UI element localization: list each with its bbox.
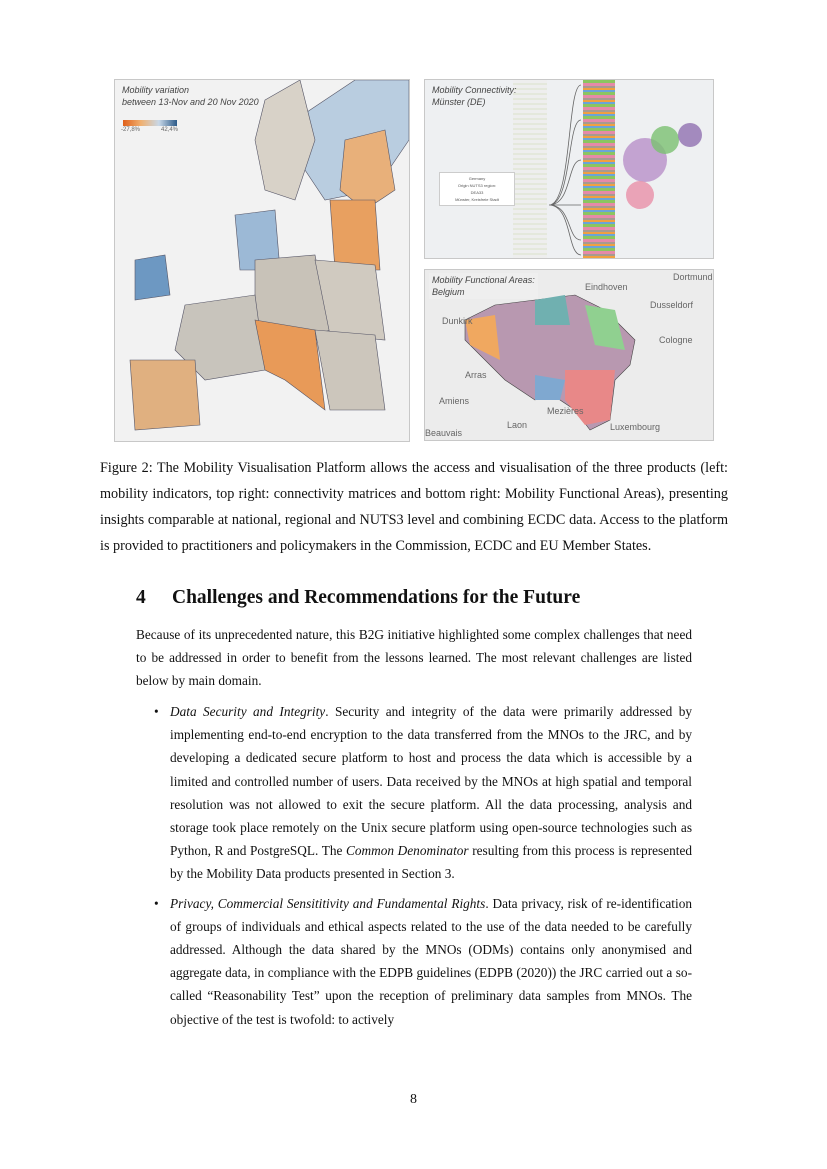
- item-emphasis: Common Denominator: [346, 843, 469, 859]
- intro-paragraph: Because of its unprecedented nature, this B2G initiative highlighted some complex challenges that need to be addressed in order to benefit from the lessons learned. The most relevant challenges are listed below by main domain.: [136, 627, 692, 688]
- page-number: 8: [410, 1092, 417, 1107]
- city-label: Eindhoven: [585, 282, 628, 292]
- panel-title-line2: Belgium: [432, 287, 465, 297]
- city-label: Amiens: [439, 396, 470, 406]
- city-label: Arras: [465, 370, 487, 380]
- map-title-line2: between 13-Nov and 20 Nov 2020: [122, 97, 259, 107]
- text-body: [0, 455, 827, 1037]
- list-item: [152, 892, 692, 1031]
- panel-title-line1: Mobility Connectivity:: [432, 85, 517, 95]
- item-text: . Security and integrity of the data were primarily addressed by implementing end-to-end encryption to the data transferred from the MNOs to the JRC, and by developing a dedicated secure platform to host and process the data which is accessible by a limited and controlled number of users. Data received by the MNOs at high spatial and temporal resolution was not allowed to exit the secure platform. All the data processing, analysis and storage took place remotely on the Unix secure platform using open-source technologies such as Python, R and PostgreSQL. The: [170, 704, 692, 859]
- challenge-list: [152, 700, 692, 1031]
- city-label: Dusseldorf: [650, 300, 694, 310]
- destination-bar: [583, 80, 615, 258]
- flow-lines: [547, 80, 583, 258]
- destination-regions: [620, 110, 710, 250]
- europe-choropleth: [115, 80, 409, 441]
- item-text: resulting from this process is represented by the Mobility Data products presented in Section 3.: [170, 843, 693, 882]
- city-label: Laon: [507, 420, 528, 430]
- tooltip-line: DEA33: [470, 190, 484, 195]
- city-label: Luxembourg: [610, 422, 661, 432]
- city-label: Beauvais: [425, 428, 463, 438]
- functional-areas-panel: [424, 269, 714, 441]
- tooltip-line: Germany: [468, 176, 486, 181]
- list-item: [152, 700, 692, 886]
- section-heading: [136, 585, 827, 611]
- city-label: Dunkirk: [442, 316, 473, 326]
- city-label: Cologne: [659, 335, 693, 345]
- legend-min: -27,8%: [121, 127, 141, 133]
- item-text: . Data privacy, risk of re-identification of groups of individuals and ethical aspects related to the use of the data needed to be carefully addressed. Although the data shared by the MNOs (ODMs) contains only anonymised and aggregate data, in compliance with the EDPB guidelines (EDPB (2020)) the JRC carried out a so-called “Reasonability Test” upon the reception of preliminary data samples from MNOs. The objective of the test is twofold: to actively: [170, 895, 692, 1027]
- item-title: Data Security and Integrity: [170, 704, 326, 719]
- item-title: Privacy, Commercial Sensititivity and Fundamental Rights: [170, 895, 486, 911]
- mobility-variation-map: [114, 79, 410, 442]
- tooltip-line: Münster, Kreisfreie Stadt: [455, 197, 499, 202]
- city-label: Mezières: [547, 406, 584, 416]
- figure-caption: Figure 2: The Mobility Visualisation Platform allows the access and visualisation of the three products (left: mobility indicators, top right: connectivity matrices and bottom right: Mobility Functional Areas), presenting insights comparable at national, regional and NUTS3 level and combining ECDC data. Access to the platform is provided to practitioners and policymakers in the Commission, ECDC and EU Member States.: [100, 460, 728, 554]
- mobility-connectivity-panel: [424, 79, 714, 259]
- color-legend: [123, 120, 177, 126]
- tooltip-line: Origin NUTS3 region:: [457, 183, 497, 188]
- panel-title-line2: Münster (DE): [432, 97, 486, 107]
- section-number: 4: [136, 587, 146, 608]
- city-label: Dortmund: [673, 272, 713, 282]
- legend-max: 42,4%: [161, 127, 179, 133]
- panel-title-line1: Mobility Functional Areas:: [432, 275, 535, 285]
- map-title-line1: Mobility variation: [122, 85, 190, 95]
- section-title: Challenges and Recommendations for the Future: [172, 587, 581, 608]
- tooltip: [439, 172, 515, 206]
